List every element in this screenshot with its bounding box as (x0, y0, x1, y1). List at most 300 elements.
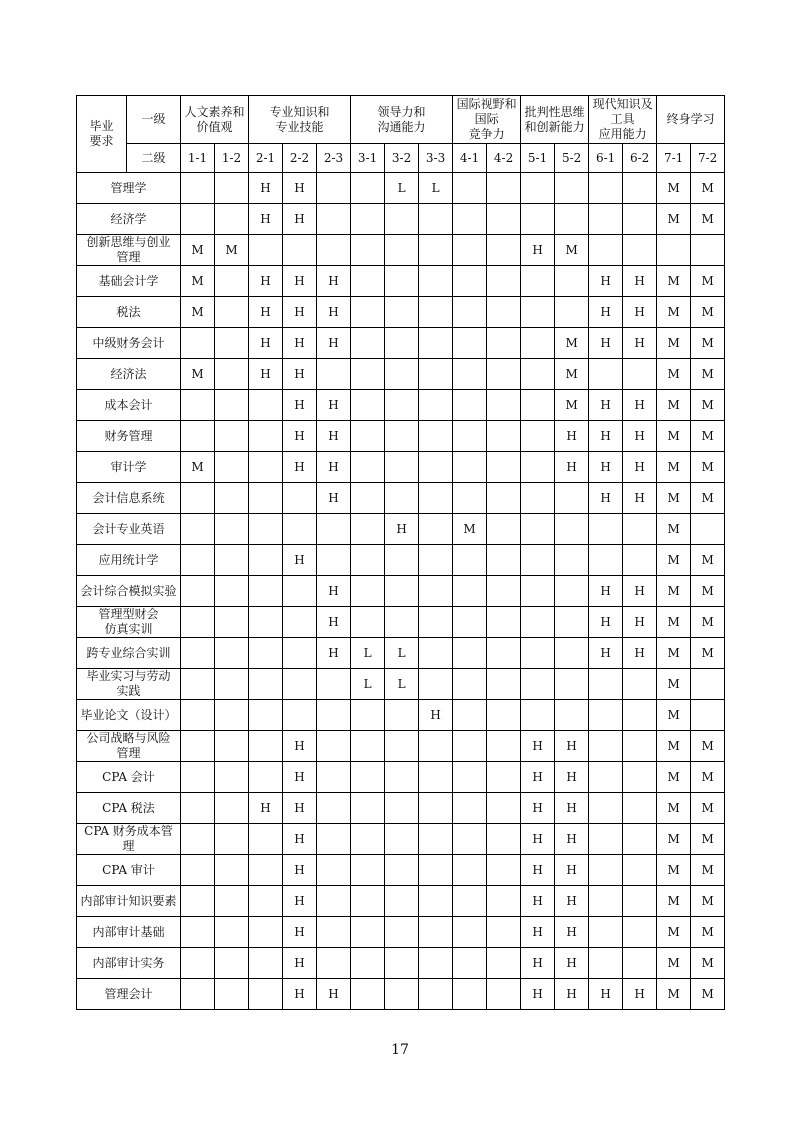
support-level-cell (317, 359, 351, 390)
support-level-cell: H (623, 638, 657, 669)
sub-requirement-header: 2-2 (283, 144, 317, 173)
support-level-cell (487, 638, 521, 669)
support-level-cell (555, 483, 589, 514)
corner-label: 毕业 要求 (77, 96, 127, 173)
support-level-cell (215, 514, 249, 545)
support-level-cell (589, 824, 623, 855)
support-level-cell (215, 452, 249, 483)
support-level-cell: H (317, 452, 351, 483)
support-level-cell (351, 700, 385, 731)
support-level-cell (385, 917, 419, 948)
support-level-cell (419, 266, 453, 297)
table-row (77, 266, 725, 297)
support-level-cell: H (623, 421, 657, 452)
support-level-cell (555, 638, 589, 669)
support-level-cell (215, 390, 249, 421)
support-level-cell (351, 979, 385, 1010)
header-row-level2 (77, 144, 725, 173)
support-level-cell: H (521, 886, 555, 917)
support-level-cell: H (555, 886, 589, 917)
support-level-cell (453, 266, 487, 297)
support-level-cell: H (555, 731, 589, 762)
course-name: 应用统计学 (77, 545, 181, 576)
support-level-cell (623, 824, 657, 855)
support-level-cell: H (521, 235, 555, 266)
support-level-cell: M (691, 638, 725, 669)
support-level-cell (487, 917, 521, 948)
support-level-cell (249, 452, 283, 483)
requirement-group-header: 专业知识和 专业技能 (249, 96, 351, 144)
support-level-cell (453, 948, 487, 979)
support-level-cell: M (657, 421, 691, 452)
table-row (77, 793, 725, 824)
support-level-cell: L (385, 173, 419, 204)
support-level-cell: M (555, 390, 589, 421)
support-level-cell: M (657, 545, 691, 576)
sub-requirement-header: 6-2 (623, 144, 657, 173)
support-level-cell (623, 948, 657, 979)
course-name: 财务管理 (77, 421, 181, 452)
course-name: 毕业实习与劳动 实践 (77, 669, 181, 700)
matrix-body (77, 173, 725, 1010)
support-level-cell (385, 855, 419, 886)
support-level-cell (487, 452, 521, 483)
support-level-cell (181, 948, 215, 979)
support-level-cell (419, 421, 453, 452)
support-level-cell (453, 607, 487, 638)
support-level-cell (215, 545, 249, 576)
support-level-cell (249, 390, 283, 421)
support-level-cell (249, 731, 283, 762)
requirement-group-header: 国际视野和 国际 竞争力 (453, 96, 521, 144)
support-level-cell (385, 948, 419, 979)
table-row (77, 762, 725, 793)
support-level-cell (419, 762, 453, 793)
support-level-cell (215, 917, 249, 948)
support-level-cell (419, 948, 453, 979)
support-level-cell (589, 762, 623, 793)
support-level-cell (385, 204, 419, 235)
support-level-cell (181, 576, 215, 607)
support-level-cell: M (691, 359, 725, 390)
support-level-cell (385, 483, 419, 514)
support-level-cell: H (555, 917, 589, 948)
support-level-cell (351, 328, 385, 359)
support-level-cell: H (589, 483, 623, 514)
course-name: 管理学 (77, 173, 181, 204)
support-level-cell (215, 328, 249, 359)
support-level-cell: H (317, 576, 351, 607)
support-level-cell (351, 545, 385, 576)
table-row (77, 948, 725, 979)
support-level-cell (453, 824, 487, 855)
support-level-cell (419, 669, 453, 700)
level1-label: 一级 (127, 96, 181, 144)
support-level-cell: M (691, 545, 725, 576)
support-level-cell: M (657, 917, 691, 948)
support-level-cell (521, 452, 555, 483)
support-level-cell (215, 483, 249, 514)
requirement-group-header: 批判性思维 和创新能力 (521, 96, 589, 144)
table-row (77, 669, 725, 700)
support-level-cell (419, 545, 453, 576)
support-level-cell: L (419, 173, 453, 204)
support-level-cell (385, 700, 419, 731)
support-level-cell (215, 948, 249, 979)
support-level-cell (181, 979, 215, 1010)
support-level-cell (589, 731, 623, 762)
support-level-cell: H (623, 452, 657, 483)
support-level-cell: H (283, 328, 317, 359)
support-level-cell (351, 297, 385, 328)
support-level-cell (351, 204, 385, 235)
support-level-cell (589, 173, 623, 204)
support-level-cell (181, 669, 215, 700)
support-level-cell (453, 235, 487, 266)
support-level-cell (487, 824, 521, 855)
support-level-cell (487, 297, 521, 328)
support-level-cell: H (317, 421, 351, 452)
support-level-cell (487, 731, 521, 762)
support-level-cell: H (249, 173, 283, 204)
support-level-cell (181, 638, 215, 669)
table-row (77, 235, 725, 266)
course-name: 中级财务会计 (77, 328, 181, 359)
support-level-cell (317, 793, 351, 824)
support-level-cell: H (283, 855, 317, 886)
support-level-cell (419, 979, 453, 1010)
support-level-cell: M (181, 359, 215, 390)
sub-requirement-header: 1-1 (181, 144, 215, 173)
support-level-cell (181, 762, 215, 793)
support-level-cell (215, 638, 249, 669)
support-level-cell (385, 824, 419, 855)
support-level-cell (453, 576, 487, 607)
support-level-cell (317, 545, 351, 576)
support-level-cell: H (555, 452, 589, 483)
support-level-cell (249, 607, 283, 638)
course-name: CPA 会计 (77, 762, 181, 793)
course-name: 内部审计知识要素 (77, 886, 181, 917)
support-level-cell (317, 235, 351, 266)
table-row (77, 576, 725, 607)
support-level-cell: M (657, 576, 691, 607)
support-level-cell: H (385, 514, 419, 545)
support-level-cell (283, 576, 317, 607)
support-level-cell: H (283, 979, 317, 1010)
support-level-cell (487, 762, 521, 793)
support-level-cell: H (521, 979, 555, 1010)
table-row (77, 421, 725, 452)
support-level-cell (487, 607, 521, 638)
support-level-cell (453, 762, 487, 793)
support-level-cell (623, 917, 657, 948)
support-level-cell (521, 266, 555, 297)
support-level-cell (249, 421, 283, 452)
support-level-cell: M (691, 979, 725, 1010)
support-level-cell: H (555, 793, 589, 824)
support-level-cell (215, 669, 249, 700)
support-level-cell (351, 731, 385, 762)
support-level-cell: M (555, 359, 589, 390)
support-level-cell (317, 173, 351, 204)
header-row-level1 (77, 96, 725, 144)
support-level-cell: M (691, 917, 725, 948)
support-level-cell (215, 793, 249, 824)
support-level-cell: H (283, 390, 317, 421)
support-level-cell (453, 700, 487, 731)
support-level-cell (215, 824, 249, 855)
support-level-cell (385, 266, 419, 297)
table-row (77, 638, 725, 669)
support-level-cell: H (521, 948, 555, 979)
support-level-cell (521, 297, 555, 328)
support-level-cell (487, 576, 521, 607)
support-level-cell: H (521, 762, 555, 793)
course-name: 会计综合模拟实验 (77, 576, 181, 607)
support-level-cell: H (589, 266, 623, 297)
support-level-cell: H (589, 607, 623, 638)
support-level-cell (283, 514, 317, 545)
course-name: 经济学 (77, 204, 181, 235)
support-level-cell (215, 607, 249, 638)
support-level-cell: M (657, 700, 691, 731)
support-level-cell (351, 824, 385, 855)
support-level-cell (453, 638, 487, 669)
support-level-cell (589, 235, 623, 266)
support-level-cell (385, 793, 419, 824)
support-level-cell: L (385, 638, 419, 669)
support-level-cell (691, 700, 725, 731)
support-level-cell (215, 173, 249, 204)
support-level-cell (181, 514, 215, 545)
support-level-cell (215, 700, 249, 731)
support-level-cell (589, 855, 623, 886)
support-level-cell (215, 359, 249, 390)
support-level-cell: M (657, 390, 691, 421)
requirement-group-header: 人文素养和 价值观 (181, 96, 249, 144)
support-level-cell (215, 979, 249, 1010)
support-level-cell: H (249, 793, 283, 824)
support-level-cell: M (691, 762, 725, 793)
support-level-cell (351, 266, 385, 297)
support-level-cell (589, 204, 623, 235)
support-level-cell (215, 266, 249, 297)
support-level-cell (691, 514, 725, 545)
course-name: CPA 税法 (77, 793, 181, 824)
table-row (77, 328, 725, 359)
sub-requirement-header: 5-2 (555, 144, 589, 173)
support-level-cell: H (589, 576, 623, 607)
requirement-group-header: 现代知识及 工具 应用能力 (589, 96, 657, 144)
support-level-cell (181, 545, 215, 576)
support-level-cell (317, 917, 351, 948)
support-level-cell (317, 669, 351, 700)
support-level-cell: M (691, 607, 725, 638)
requirement-group-header: 领导力和 沟通能力 (351, 96, 453, 144)
support-level-cell: H (623, 297, 657, 328)
table-row (77, 359, 725, 390)
support-level-cell: H (249, 204, 283, 235)
support-level-cell (283, 483, 317, 514)
course-name: 基础会计学 (77, 266, 181, 297)
support-level-cell (453, 297, 487, 328)
sub-requirement-header: 7-1 (657, 144, 691, 173)
support-level-cell: H (317, 979, 351, 1010)
support-level-cell: H (521, 731, 555, 762)
course-name: CPA 审计 (77, 855, 181, 886)
support-level-cell: H (317, 390, 351, 421)
table-row (77, 886, 725, 917)
support-level-cell: H (317, 297, 351, 328)
support-level-cell: H (283, 886, 317, 917)
support-level-cell (521, 483, 555, 514)
support-level-cell (657, 235, 691, 266)
sub-requirement-header: 4-2 (487, 144, 521, 173)
support-level-cell (351, 390, 385, 421)
support-level-cell (419, 359, 453, 390)
support-level-cell: M (657, 173, 691, 204)
support-level-cell (351, 359, 385, 390)
support-level-cell (215, 204, 249, 235)
page-number: 17 (391, 1042, 409, 1058)
course-name: 内部审计基础 (77, 917, 181, 948)
support-level-cell (385, 328, 419, 359)
support-level-cell (419, 483, 453, 514)
support-level-cell (283, 669, 317, 700)
support-level-cell (215, 421, 249, 452)
support-level-cell (419, 638, 453, 669)
course-requirement-matrix (76, 95, 725, 1010)
support-level-cell (385, 607, 419, 638)
support-level-cell: M (691, 483, 725, 514)
support-level-cell (419, 328, 453, 359)
support-level-cell: H (249, 328, 283, 359)
support-level-cell (249, 483, 283, 514)
support-level-cell (487, 359, 521, 390)
support-level-cell (589, 514, 623, 545)
support-level-cell: H (283, 297, 317, 328)
support-level-cell: H (521, 824, 555, 855)
support-level-cell: M (657, 452, 691, 483)
support-level-cell (419, 824, 453, 855)
support-level-cell (453, 173, 487, 204)
support-level-cell (487, 173, 521, 204)
support-level-cell: H (317, 266, 351, 297)
support-level-cell (181, 607, 215, 638)
support-level-cell (487, 545, 521, 576)
sub-requirement-header: 5-1 (521, 144, 555, 173)
support-level-cell (521, 638, 555, 669)
support-level-cell (555, 266, 589, 297)
requirement-group-header: 终身学习 (657, 96, 725, 144)
support-level-cell: M (657, 483, 691, 514)
support-level-cell: H (283, 762, 317, 793)
support-level-cell: H (623, 607, 657, 638)
support-level-cell (181, 173, 215, 204)
support-level-cell: M (657, 793, 691, 824)
support-level-cell: H (555, 855, 589, 886)
course-name: 成本会计 (77, 390, 181, 421)
support-level-cell (589, 545, 623, 576)
course-name: 跨专业综合实训 (77, 638, 181, 669)
support-level-cell: M (691, 824, 725, 855)
support-level-cell (419, 452, 453, 483)
support-level-cell (521, 576, 555, 607)
support-level-cell (521, 545, 555, 576)
support-level-cell: M (657, 855, 691, 886)
support-level-cell: M (691, 855, 725, 886)
support-level-cell (419, 235, 453, 266)
support-level-cell (555, 700, 589, 731)
support-level-cell (385, 576, 419, 607)
support-level-cell: M (657, 824, 691, 855)
support-level-cell (385, 731, 419, 762)
support-level-cell (215, 576, 249, 607)
support-level-cell: M (691, 886, 725, 917)
support-level-cell (249, 576, 283, 607)
support-level-cell: H (283, 948, 317, 979)
support-level-cell (623, 514, 657, 545)
support-level-cell (623, 173, 657, 204)
support-level-cell (555, 514, 589, 545)
support-level-cell (555, 669, 589, 700)
support-level-cell: M (691, 390, 725, 421)
support-level-cell (351, 235, 385, 266)
table-row (77, 824, 725, 855)
support-level-cell: M (657, 948, 691, 979)
support-level-cell (181, 204, 215, 235)
support-level-cell: M (691, 731, 725, 762)
support-level-cell (351, 607, 385, 638)
support-level-cell: M (657, 886, 691, 917)
course-name: 管理会计 (77, 979, 181, 1010)
support-level-cell (555, 204, 589, 235)
support-level-cell (351, 762, 385, 793)
support-level-cell (385, 390, 419, 421)
support-level-cell: M (657, 607, 691, 638)
sub-requirement-header: 3-2 (385, 144, 419, 173)
support-level-cell (521, 607, 555, 638)
support-level-cell (351, 917, 385, 948)
support-level-cell: M (657, 731, 691, 762)
course-name: 会计专业英语 (77, 514, 181, 545)
support-level-cell (555, 576, 589, 607)
table-row (77, 297, 725, 328)
support-level-cell: H (521, 917, 555, 948)
support-level-cell (623, 731, 657, 762)
course-name: 税法 (77, 297, 181, 328)
support-level-cell (351, 793, 385, 824)
support-level-cell: H (623, 483, 657, 514)
support-level-cell: H (249, 359, 283, 390)
support-level-cell: H (589, 328, 623, 359)
support-level-cell: L (385, 669, 419, 700)
support-level-cell (487, 979, 521, 1010)
support-level-cell (249, 948, 283, 979)
support-level-cell (487, 700, 521, 731)
support-level-cell: M (691, 297, 725, 328)
support-level-cell (623, 669, 657, 700)
support-level-cell (453, 545, 487, 576)
support-level-cell: M (657, 204, 691, 235)
support-level-cell (181, 793, 215, 824)
support-level-cell: M (181, 297, 215, 328)
support-level-cell (181, 855, 215, 886)
support-level-cell (521, 390, 555, 421)
support-level-cell (215, 731, 249, 762)
support-level-cell: M (691, 328, 725, 359)
